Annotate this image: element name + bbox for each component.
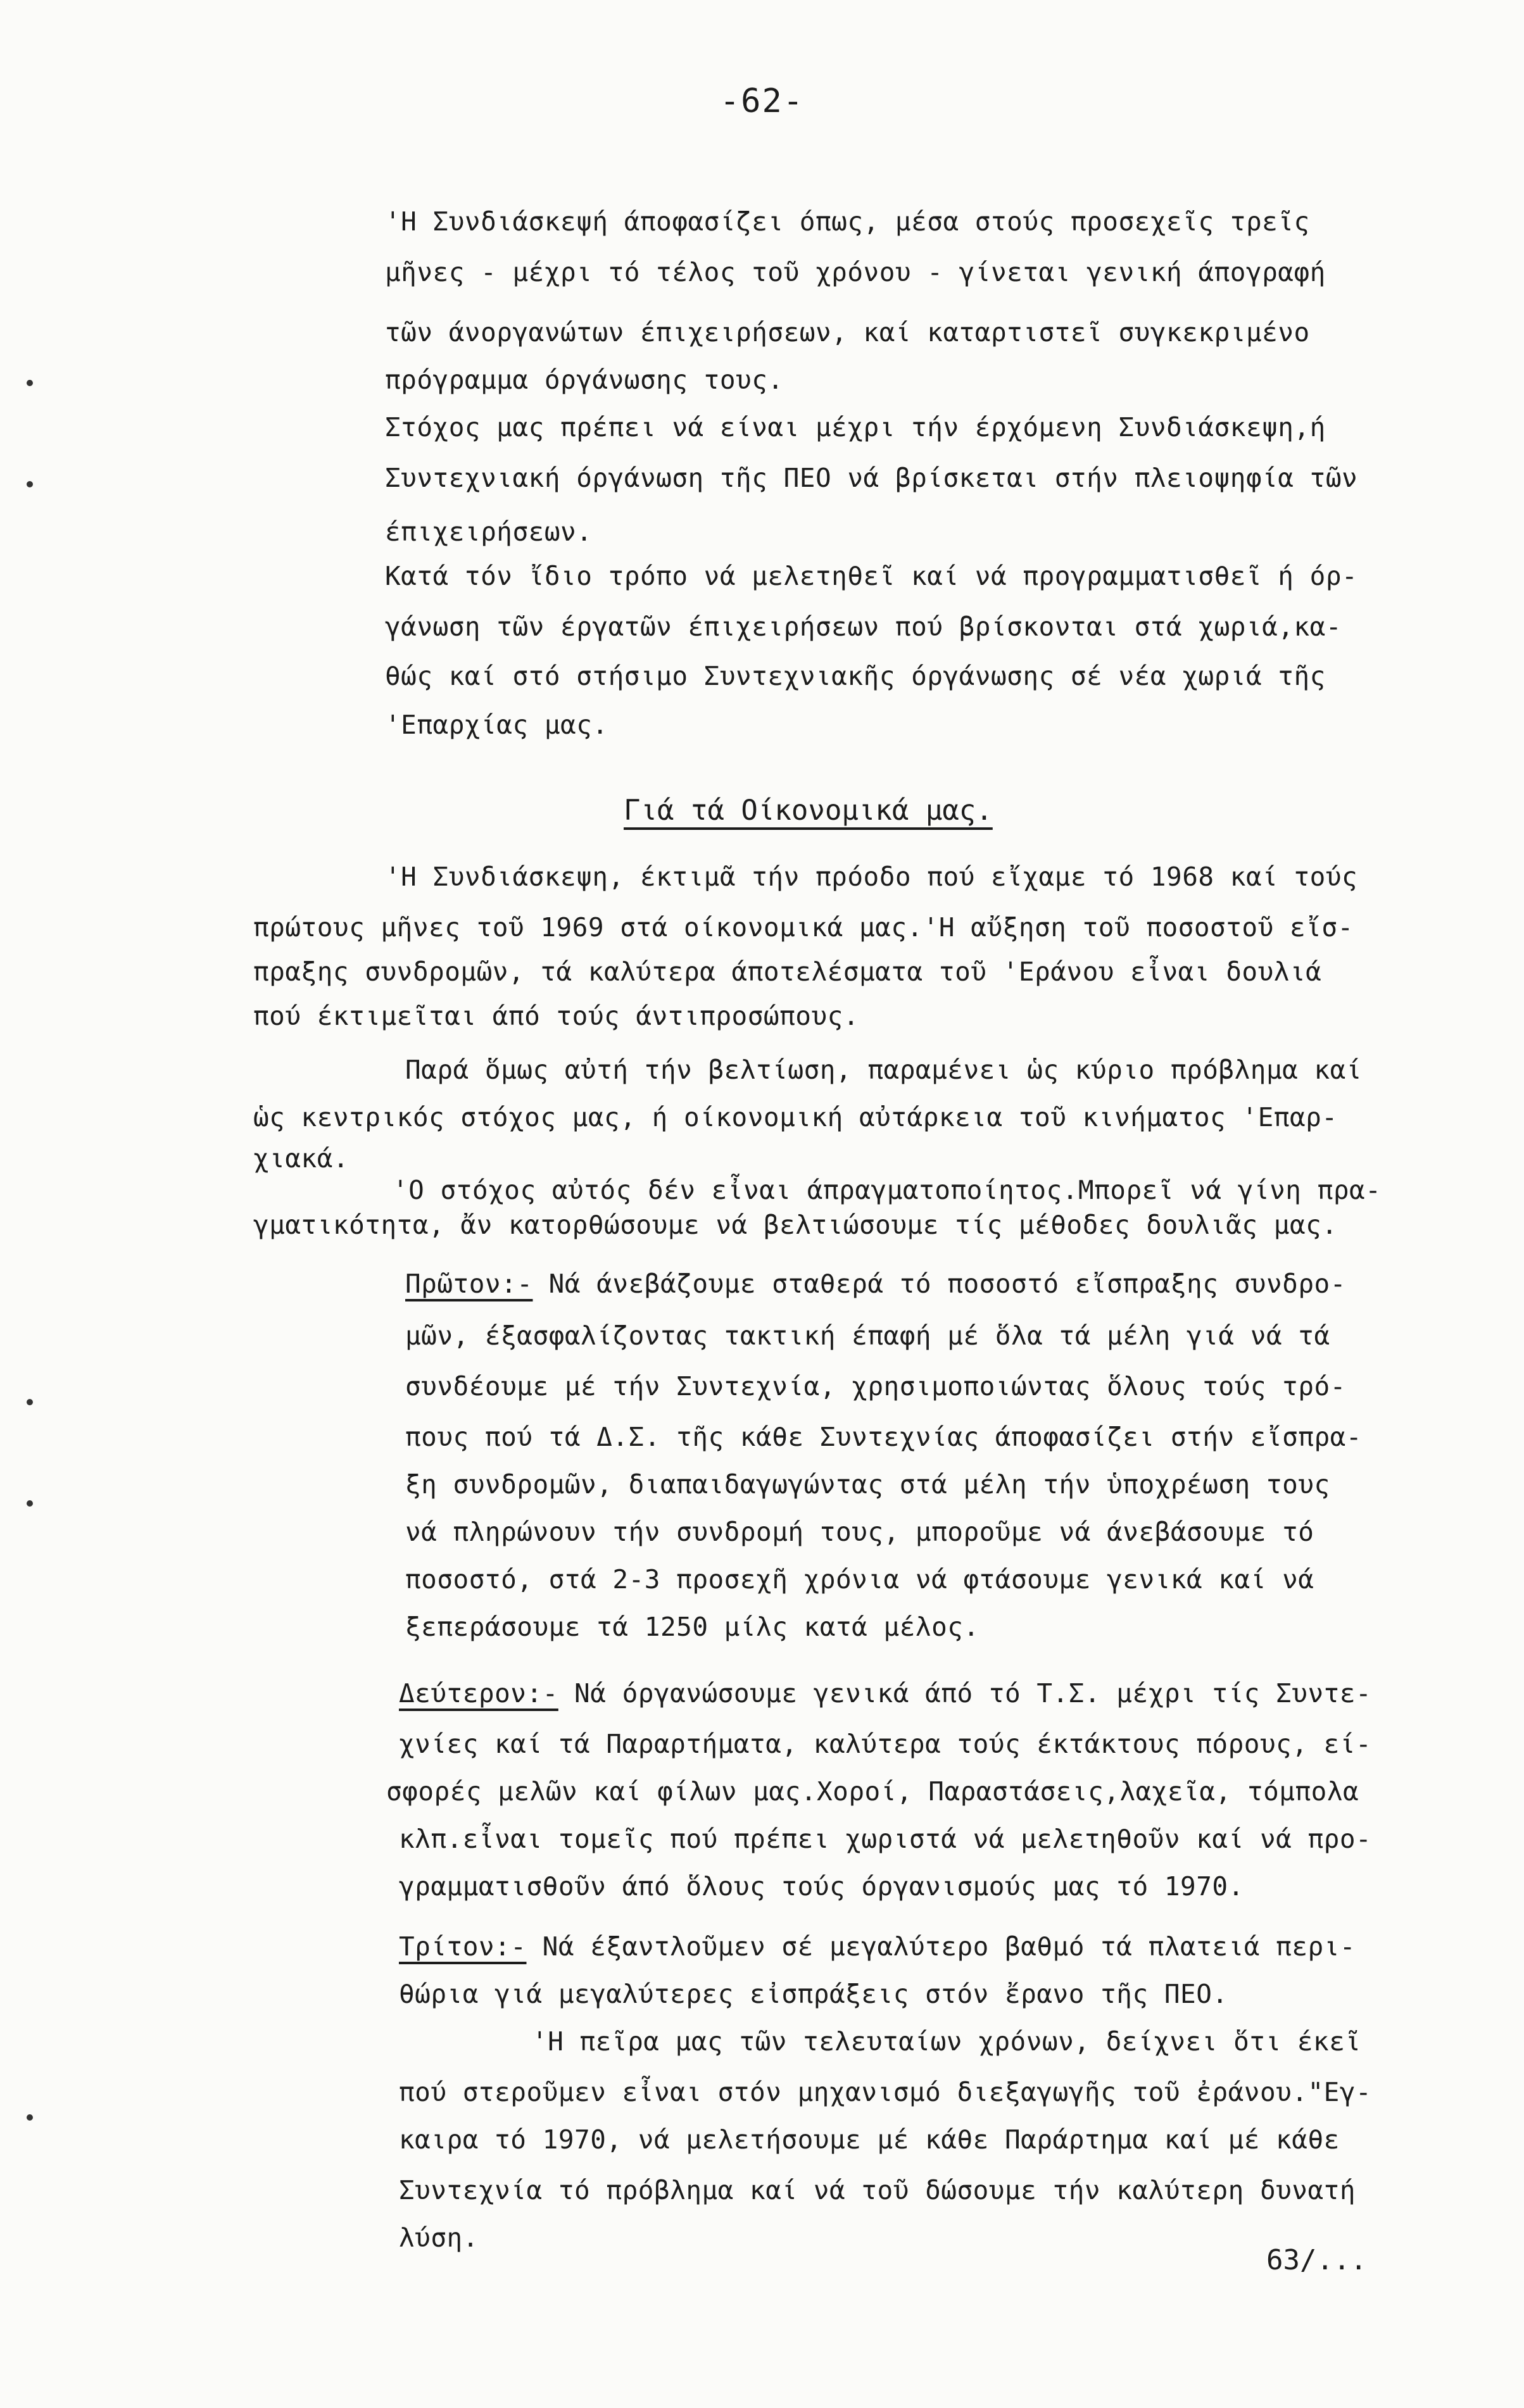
text-line: Συντεχνία τό πρόβλημα καί νά τοῦ δώσουμε τήν καλύτερη δυνατή	[399, 2175, 1356, 2205]
text-line: τῶν άνοργανώτων έπιχειρήσεων, καί καταρτιστεῖ συγκεκριμένο	[385, 317, 1310, 348]
scan-speck	[27, 2114, 33, 2121]
text-line: Παρά ὅμως αὐτή τήν βελτίωση, παραμένει ὡς κύριο πρόβλημα καί	[405, 1055, 1363, 1085]
text-line: Τρίτον:- Νά έξαντλοῦμεν σέ μεγαλύτερο βαθμό τά πλατειά περι-	[399, 1931, 1356, 1962]
continuation-marker: 63/...	[1266, 2244, 1367, 2276]
text-line: 'Η Συνδιάσκεψη, έκτιμᾶ τήν πρόοδο πού εἴχαμε τό 1968 καί τούς	[385, 862, 1358, 892]
text-line: 'Ο στόχος αὐτός δέν εἶναι άπραγματοποίητος.Μπορεῖ νά γίνη πρα-	[393, 1175, 1382, 1205]
scan-speck	[27, 380, 33, 386]
scan-speck	[27, 481, 33, 487]
text-line: καιρα τό 1970, νά μελετήσουμε μέ κάθε Παράρτημα καί μέ κάθε	[399, 2124, 1340, 2155]
text-line: πρώτους μῆνες τοῦ 1969 στά οίκονομικά μας.'Η αὔξηση τοῦ ποσοστοῦ εἴσ-	[253, 912, 1354, 943]
text-line: λύση.	[399, 2223, 479, 2253]
section-heading: Γιά τά Οίκονομικά μας.	[624, 794, 993, 827]
point-lead: Δεύτερον:-	[399, 1678, 558, 1709]
text-line: Κατά τόν ἴδιο τρόπο νά μελετηθεῖ καί νά προγραμματισθεῖ ή όρ-	[385, 561, 1358, 591]
text-line: πραξης συνδρομῶν, τά καλύτερα άποτελέσματα τοῦ 'Εράνου εἶναι δουλιά	[253, 956, 1322, 987]
scan-speck	[27, 1399, 33, 1405]
text-line: χιακά.	[253, 1143, 350, 1174]
point-lead: Πρῶτον:-	[405, 1269, 533, 1299]
text-line: 'Επαρχίας μας.	[385, 710, 608, 740]
text-line: Στόχος μας πρέπει νά είναι μέχρι τήν έρχόμενη Συνδιάσκεψη,ή	[385, 412, 1326, 442]
text-line: Δεύτερον:- Νά όργανώσουμε γενικά άπό τό Τ.Σ. μέχρι τίς Συντε-	[399, 1678, 1372, 1709]
text-line: ξεπεράσουμε τά 1250 μίλς κατά μέλος.	[405, 1612, 979, 1642]
text-line: χνίες καί τά Παραρτήματα, καλύτερα τούς έκτάκτους πόρους, εί-	[399, 1729, 1372, 1759]
text-line: έπιχειρήσεων.	[385, 517, 593, 547]
text-line: μῆνες - μέχρι τό τέλος τοῦ χρόνου - γίνεται γενική άπογραφή	[385, 257, 1326, 287]
text-line: σφορές μελῶν καί φίλων μας.Χοροί, Παραστάσεις,λαχεῖα, τόμπολα	[386, 1776, 1359, 1807]
text-line: θώς καί στό στήσιμο Συντεχνιακῆς όργάνωσης σέ νέα χωριά τῆς	[385, 661, 1326, 691]
text-line: νά πληρώνουν τήν συνδρομή τους, μποροῦμε νά άνεβάσουμε τό	[405, 1517, 1314, 1547]
text-line: γάνωση τῶν έργατῶν έπιχειρήσεων πού βρίσκονται στά χωριά,κα-	[385, 611, 1342, 642]
text-line: πού έκτιμεῖται άπό τούς άντιπροσώπους.	[253, 1001, 859, 1031]
scan-speck	[27, 1500, 33, 1507]
page-number: -62-	[719, 82, 805, 120]
text-line: 'Η πεῖρα μας τῶν τελευταίων χρόνων, δείχνει ὅτι έκεῖ	[532, 2026, 1361, 2057]
text-line: συνδέουμε μέ τήν Συντεχνία, χρησιμοποιώντας ὅλους τούς τρό-	[405, 1371, 1346, 1402]
text-line: 'Η Συνδιάσκεψή άποφασίζει όπως, μέσα στούς προσεχεῖς τρεῖς	[385, 206, 1310, 237]
text-line: πους πού τά Δ.Σ. τῆς κάθε Συντεχνίας άποφασίζει στήν εἴσπρα-	[405, 1422, 1363, 1452]
text-line: Συντεχνιακή όργάνωση τῆς ΠΕΟ νά βρίσκεται στήν πλειοψηφία τῶν	[385, 463, 1358, 493]
text-line: πρόγραμμα όργάνωσης τους.	[385, 365, 784, 395]
text-line: ὡς κεντρικός στόχος μας, ή οίκονομική αὐτάρκεια τοῦ κινήματος 'Επαρ-	[253, 1102, 1338, 1132]
text-line: πού στεροῦμεν εἶναι στόν μηχανισμό διεξαγωγῆς τοῦ ἐράνου."Εγ-	[399, 2077, 1372, 2107]
point-lead: Τρίτον:-	[399, 1931, 527, 1962]
text-line: θώρια γιά μεγαλύτερες εἰσπράξεις στόν ἔρανο τῆς ΠΕΟ.	[399, 1979, 1228, 2009]
text-line: ξη συνδρομῶν, διαπαιδαγωγώντας στά μέλη τήν ὑποχρέωση τους	[405, 1469, 1330, 1500]
text-line: γματικότητα, ἄν κατορθώσουμε νά βελτιώσουμε τίς μέθοδες δουλιᾶς μας.	[253, 1210, 1338, 1240]
text-line: Πρῶτον:- Νά άνεβάζουμε σταθερά τό ποσοστό εἴσπραξης συνδρο-	[405, 1269, 1346, 1299]
text-line: κλπ.εἶναι τομεῖς πού πρέπει χωριστά νά μελετηθοῦν καί νά προ-	[399, 1824, 1372, 1854]
text-line: γραμματισθοῦν άπό ὅλους τούς όργανισμούς μας τό 1970.	[399, 1871, 1244, 1902]
text-line: μῶν, έξασφαλίζοντας τακτική έπαφή μέ ὅλα τά μέλη γιά νά τά	[405, 1320, 1330, 1351]
text-line: ποσοστό, στά 2-3 προσεχῆ χρόνια νά φτάσουμε γενικά καί νά	[405, 1564, 1314, 1595]
